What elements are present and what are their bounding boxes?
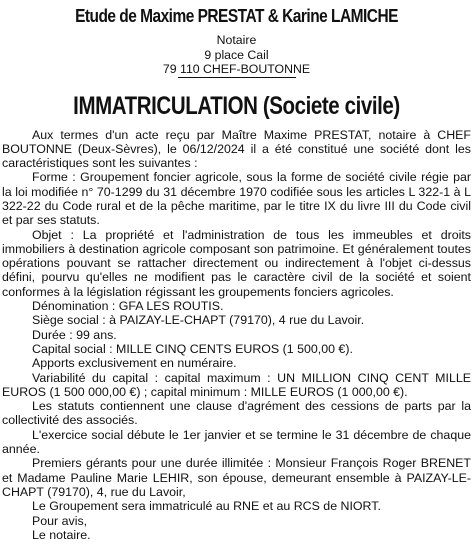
notice-body bbox=[2, 128, 471, 543]
paragraph-variabilite: Variabilité du capital : capital maximum : UN MILLION CINQ CENT MILLE EUROS (1 500 000,00 €) ; capital minimum : MILLE EUROS (1 000,00 €). bbox=[2, 370, 471, 399]
paragraph-pour-avis: Pour avis, bbox=[32, 513, 88, 528]
paragraph-gerants: Premiers gérants pour une durée illimitée : Monsieur François Roger BRENET et Madame Pauline Marie LEHIR, son épouse, demeurant ensemble à PAIZAY-LE-CHAPT (79170), 4, rue du Lavoir, bbox=[2, 456, 471, 499]
paragraph-agrement: Les statuts contiennent une clause d'agrément des cessions de parts par la collectivité des associés. bbox=[2, 399, 471, 428]
paragraph-exercice: L'exercice social débute le 1er janvier et se termine le 31 décembre de chaque année. bbox=[2, 427, 471, 457]
paragraph-apports: Apports exclusivement en numéraire. bbox=[32, 356, 237, 371]
notary-address bbox=[2, 33, 471, 77]
paragraph-signature: Le notaire. bbox=[32, 527, 91, 542]
notary-street: 9 place Cail bbox=[204, 47, 269, 62]
paragraph-capital: Capital social : MILLE CINQ CENTS EUROS (1 500,00 €). bbox=[32, 341, 353, 356]
legal-notice bbox=[0, 5, 473, 551]
paragraph-immatriculation: Le Groupement sera immatriculé au RNE et au RCS de NIORT. bbox=[32, 499, 381, 514]
notary-role: Notaire bbox=[216, 33, 257, 47]
paragraph-siege: Siège social : à PAIZAY-LE-CHAPT (79170), 4 rue du Lavoir. bbox=[32, 313, 365, 328]
notary-office-name: Etude de Maxime PRESTAT & Karine LAMICHE bbox=[75, 6, 398, 26]
paragraph-denomination: Dénomination : GFA LES ROUTIS. bbox=[32, 299, 224, 314]
paragraph-objet: Objet : La propriété et l'administration de tous les immeubles et droits immobiliers à destination agricole composant son patrimoine. Et généralement toutes opérations pouvant se rattacher directement ou indirectement à l'objet ci-dessus défini, pourvu qu'elles ne modifient pas le caractère civil de la société et soient conformes à la législation régissant les groupements fonciers agricoles. bbox=[2, 227, 471, 299]
notice-title: IMMATRICULATION (Societe civile) bbox=[73, 91, 400, 120]
paragraph-intro: Aux termes d'un acte reçu par Maître Maxime PRESTAT, notaire à CHEF BOUTONNE (Deux-Sèvres), le 06/12/2024 il a été constitué une société dont les caractéristiques sont les suivantes : bbox=[2, 127, 471, 171]
paragraph-forme: Forme : Groupement foncier agricole, sous la forme de société civile régie par la loi modifiée n° 70-1299 du 31 décembre 1970 codifiée sous les articles L 322-1 à L 322-22 du Code rural et de la pêche maritime, par le titre IX du livre III du Code civil et par ses statuts. bbox=[2, 170, 471, 228]
notary-city: 79 110 CHEF-BOUTONNE bbox=[162, 62, 311, 76]
divider bbox=[178, 77, 296, 78]
paragraph-duree: Durée : 99 ans. bbox=[32, 327, 117, 342]
